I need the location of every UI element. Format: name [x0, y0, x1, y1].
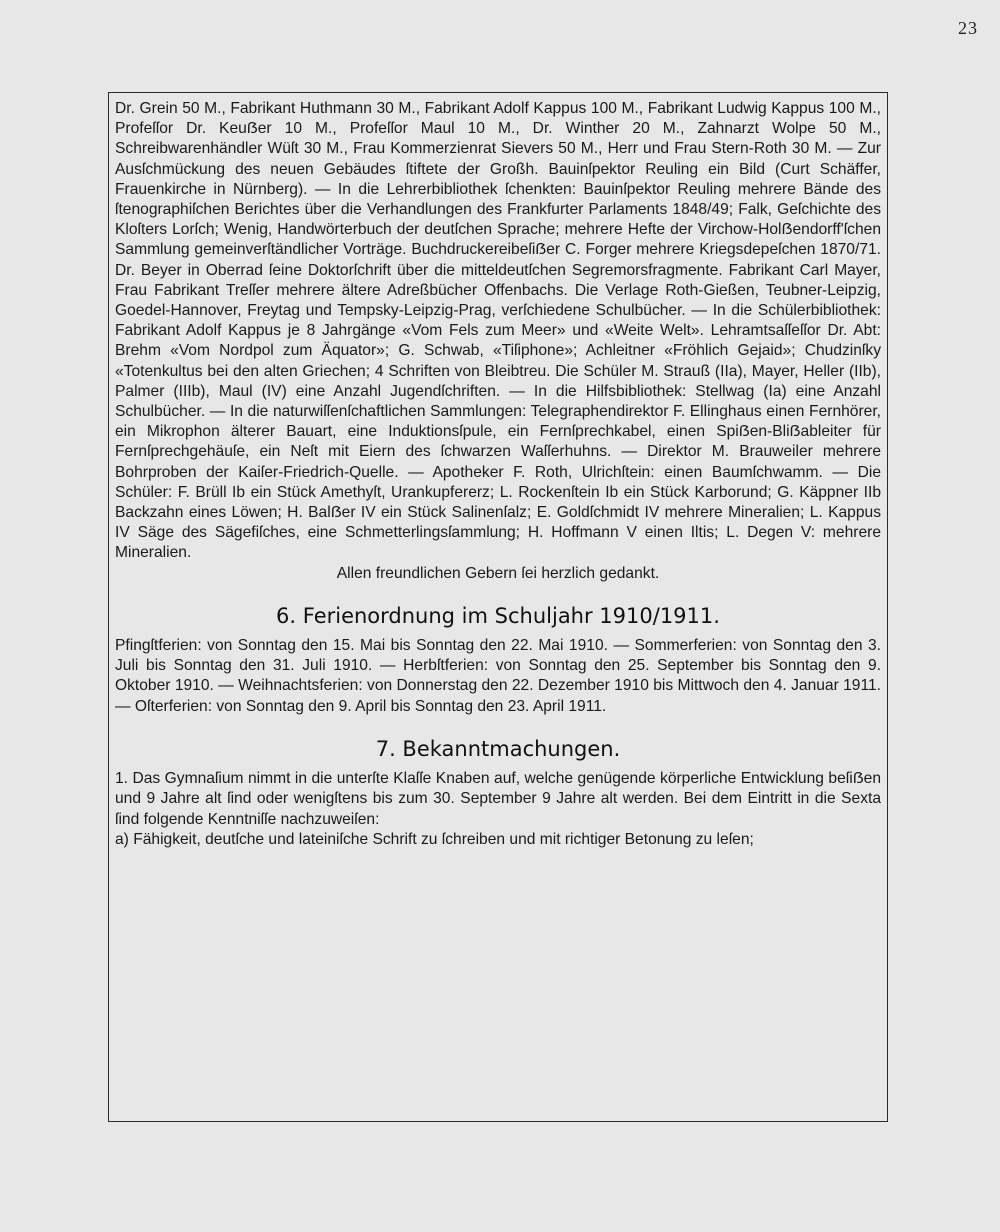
admission-intro: 1. Das Gymnaſium nimmt in die unterſte Klaſſe Knaben auf, welche genügende körperliche Entwicklung beſiẞen und 9 Jahre alt ſind oder wenigſtens bis zum 30. September 9 Jahre alt werden. Bei dem Eintritt in die Sexta ſind folgende Kenntniſſe nachzuweiſen:: [115, 770, 881, 828]
donations-paragraph: Dr. Grein 50 M., Fabrikant Huthmann 30 M., Fabrikant Adolf Kappus 100 M., Fabrikant Ludwig Kappus 100 M., Profeſſor Dr. Keuẞer 10 M., Profeſſor Maul 10 M., Dr. Winther 20 M., Zahnarzt Wolpe 50 M., Schreibwarenhändler Wüſt 30 M., Frau Kommerzienrat Sievers 50 M., Herr und Frau Stern-Roth 30 M. — Zur Ausſchmückung des neuen Gebäudes ſtiftete der Großh. Bauinſpektor Reuling ein Bild (Curt Schäffer, Frauenkirche in Nürnberg). — In die Lehrerbibliothek ſchenkten: Bauinſpektor Reuling mehrere Bände des ſtenographiſchen Berichtes über die Verhandlungen des Frankfurter Parlaments 1848/49; Falk, Geſchichte des Kloſters Lorſch; Wenig, Handwörterbuch der deutſchen Sprache; mehrere Hefte der Virchow-Holẞendorff'ſchen Sammlung gemeinverſtändlicher Vorträge. Buchdruckereibeſiẞer C. Forger mehrere Kriegsdepeſchen 1870/71. Dr. Beyer in Oberrad ſeine Doktorſchrift über die mitteldeutſchen Segremorsfragmente. Fabrikant Carl Mayer, Frau Fabrikant Treſſer mehrere ältere Adreßbücher Offenbachs. Die Verlage Roth-Gießen, Teubner-Leipzig, Goedel-Hannover, Freytag und Tempsky-Leipzig-Prag, verſchiedene Schulbücher. — In die Schülerbibliothek: Fabrikant Adolf Kappus je 8 Jahrgänge «Vom Fels zum Meer» und «Weite Welt». Lehramtsaſſeſſor Dr. Abt: Brehm «Vom Nordpol zum Äquator»; G. Schwab, «Tiſiphone»; Achleitner «Fröhlich Gejaid»; Chudzinſky «Totenkultus bei den alten Griechen; 4 Schriften von Bleibtreu. Die Schüler M. Strauß (IIa), Mayer, Heller (IIb), Palmer (IIIb), Maul (IV) eine Anzahl Jugendſchriften. — In die Hilfsbibliothek: Stellwag (Ia) eine Anzahl Schulbücher. — In die naturwiſſenſchaftlichen Sammlungen: Telegraphendirektor F. Ellinghaus einen Fernhörer, ein Mikrophon älterer Bauart, eine Induktionsſpule, ein Fernſprechkabel, einen Spiẞen-Bliẞableiter für Fernſprechgehäuſe, ein Neſt mit Eiern des ſchwarzen Waſſerhuhns. — Direktor M. Brauweiler mehrere Bohrproben der Kaiſer-Friedrich-Quelle. — Apotheker F. Roth, Ulrichſtein: einen Baumſchwamm. — Die Schüler: F. Brüll Ib ein Stück Amethyſt, Urankupfererz; L. Rockenſtein Ib ein Stück Karborund; G. Käppner IIb Backzahn eines Löwen; H. Balẞer IV ein Stück Salinenſalz; E. Goldſchmidt IV mehrere Mineralien; L. Kappus IV Säge des Sägefiſches, eine Schmetterlingsſammlung; H. Hoffmann V einen Iltis; L. Degen V: mehrere Mineralien.: [115, 100, 881, 562]
thanks-line: Allen freundlichen Gebern ſei herzlich gedankt.: [336, 564, 660, 582]
section-6-title: 6. Ferienordnung im Schuljahr 1910/1911.: [276, 603, 720, 628]
requirement-item-a: a) Fähigkeit, deutſche und lateiniſche Schrift zu ſchreiben und mit richtiger Betonung zu leſen;: [115, 830, 754, 848]
text-frame: [108, 92, 888, 1122]
page-number: 23: [958, 18, 978, 38]
section-7-title: 7. Bekanntmachungen.: [375, 736, 621, 761]
holiday-schedule-text: Pfingſtferien: von Sonntag den 15. Mai bis Sonntag den 22. Mai 1910. — Sommerferien: von Sonntag den 3. Juli bis Sonntag den 31. Juli 1910. — Herbſtferien: von Sonntag den 25. September bis Sonntag den 9. Oktober 1910. — Weihnachtsferien: von Donnerstag den 22. Dezember 1910 bis Mittwoch den 4. Januar 1911. — Oſterferien: von Sonntag den 9. April bis Sonntag den 23. April 1911.: [115, 637, 881, 715]
